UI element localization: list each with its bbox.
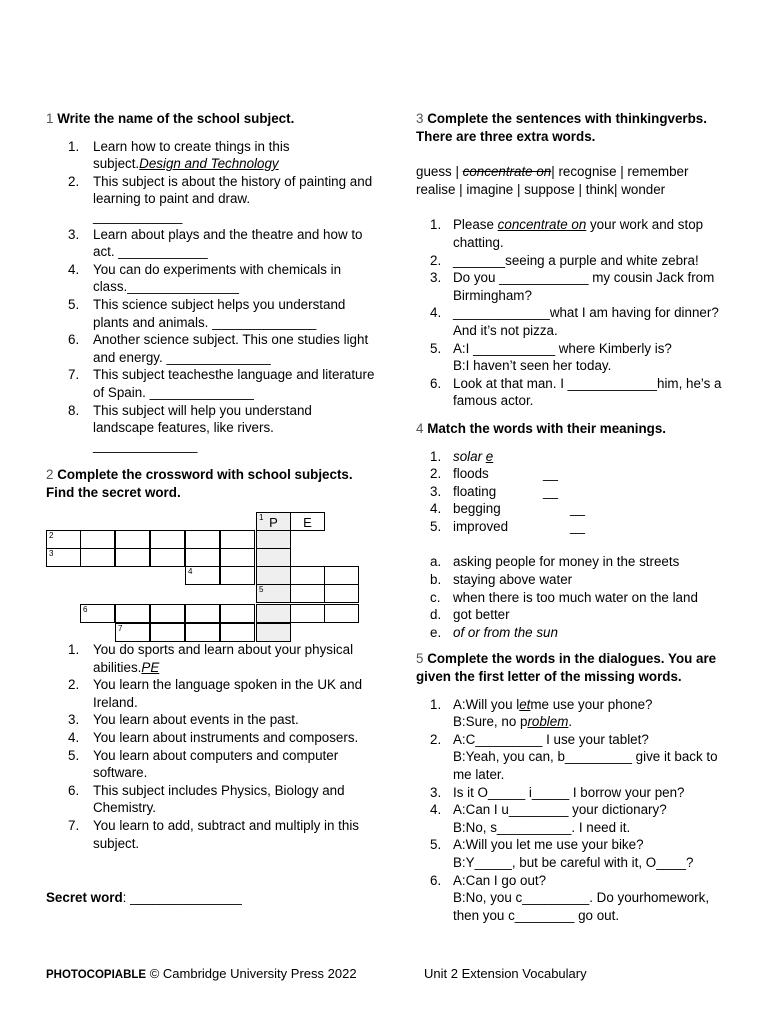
left-column	[46, 110, 376, 501]
list-item: 4. You learn about instruments and composers.	[68, 729, 359, 745]
crossword-cell[interactable]	[185, 604, 220, 623]
list-item: 2. _______seeing a purple and white zebra!	[430, 252, 699, 268]
crossword-cell[interactable]	[220, 566, 255, 585]
crossword-cell[interactable]	[220, 548, 255, 567]
crossword-cell[interactable]	[185, 623, 220, 642]
list-item: 5. A:I ___________ where Kimberly is? B:I haven’t seen her today.	[430, 340, 672, 374]
list-item: 3. floating __	[430, 483, 558, 499]
list-item: b. staying above water	[430, 572, 573, 588]
secret-word-line: Secret word: _______________	[46, 890, 242, 906]
list-item: 2. floods __	[430, 466, 558, 482]
list-item: 1. A:Will you letme use your phone? B:Sure, no problem.	[430, 696, 653, 730]
section-5-list	[416, 696, 736, 925]
list-item: 4. begging __	[430, 501, 585, 517]
crossword-cell[interactable]	[256, 604, 291, 623]
crossword-cell[interactable]	[115, 548, 150, 567]
crossword-grid	[46, 512, 366, 644]
crossword-cell[interactable]: 1 P	[256, 512, 291, 531]
section-4-meanings	[416, 553, 736, 641]
list-item: 5. This science subject helps you understand plants and animals. ______________	[68, 296, 346, 330]
list-item: 3. Do you ____________ my cousin Jack from Birmingham?	[430, 270, 715, 303]
crossword-cell[interactable]: E	[290, 512, 325, 531]
right-column	[416, 110, 736, 924]
list-item: 1. Learn how to create things in this subject.Design and Technology	[68, 138, 290, 172]
photocopiable-label: PHOTOCOPIABLE	[46, 969, 147, 981]
crossword-cell[interactable]	[324, 604, 359, 623]
crossword-cell[interactable]	[80, 530, 115, 549]
crossword-cell[interactable]	[115, 604, 150, 623]
crossword-cell[interactable]	[185, 548, 220, 567]
list-item: 2. You learn the language spoken in the UK and Ireland.	[68, 677, 363, 710]
list-item: 6. Another science subject. This one studies light and energy. ______________	[68, 332, 369, 365]
list-item: 3. Is it O_____ i_____ I borrow your pen?	[430, 784, 685, 800]
list-item: 7. This subject teachesthe language and literature of Spain. ______________	[68, 367, 375, 400]
crossword-cell[interactable]: 7	[115, 623, 150, 642]
crossword-cell[interactable]	[150, 548, 185, 567]
list-item: a. asking people for money in the streets	[430, 554, 680, 570]
section-3-heading: 3 Complete the sentences with thinkingverbs. There are three extra words.	[416, 111, 707, 144]
list-item: 3. You learn about events in the past.	[68, 712, 299, 728]
crossword-cell[interactable]	[324, 566, 359, 585]
crossword-cell[interactable]: 6	[80, 604, 115, 623]
list-item: e. of or from the sun	[430, 624, 558, 640]
list-item: 3. Learn about plays and the theatre and how to act. ____________	[68, 226, 363, 260]
crossword-clues	[46, 641, 376, 907]
crossword-cell[interactable]	[115, 530, 150, 549]
crossword-cell[interactable]	[150, 604, 185, 623]
page-footer	[46, 965, 746, 985]
crossword-cell[interactable]	[256, 623, 291, 642]
list-item: 6. A:Can I go out? B:No, you c_________. Do yourhomework, then you c________ go out.	[430, 872, 710, 923]
list-item: 6. Look at that man. I ____________him, he’s a famous actor.	[430, 375, 722, 409]
list-item: 5. A:Will you let me use your bike? B:Y_____, but be careful with it, O____?	[430, 837, 694, 870]
clue-list	[46, 641, 376, 852]
unit-label: Unit 2 Extension Vocabulary	[424, 966, 587, 981]
crossword-cell[interactable]	[150, 623, 185, 642]
list-item: 8. This subject will help you understand landscape features, like rivers. ______________	[68, 402, 312, 453]
crossword-cell[interactable]	[256, 530, 291, 549]
list-item: 1. solar e	[430, 448, 494, 464]
list-item: 2. A:C_________ I use your tablet? B:Yeah, you can, b_________ give it back to me later.	[430, 731, 718, 782]
section-4-words	[416, 448, 736, 536]
list-item: c. when there is too much water on the land	[430, 589, 698, 605]
section-1-list	[46, 138, 376, 455]
list-item: 4. A:Can I u________ your dictionary? B:No, s__________. I need it.	[430, 802, 667, 835]
list-item: 5. improved __	[430, 518, 585, 534]
list-item: 7. You learn to add, subtract and multiply in this subject.	[68, 817, 359, 851]
list-item: 5. You learn about computers and computer software.	[68, 747, 339, 781]
crossword-cell[interactable]	[290, 566, 325, 585]
section-2-heading: 2 Complete the crossword with school subjects. Find the secret word.	[46, 467, 353, 500]
copyright-text: © Cambridge University Press 2022	[146, 966, 357, 981]
crossword-cell[interactable]	[220, 530, 255, 549]
crossword-cell[interactable]	[290, 584, 325, 603]
crossword-cell[interactable]	[185, 530, 220, 549]
list-item: d. got better	[430, 607, 510, 623]
section-4-heading: 4 Match the words with their meanings.	[416, 420, 667, 436]
crossword-cell[interactable]	[256, 566, 291, 585]
crossword-cell[interactable]	[220, 623, 255, 642]
crossword-cell[interactable]: 3	[46, 548, 81, 567]
list-item: 4. You can do experiments with chemicals in class._______________	[68, 261, 342, 295]
crossword-cell[interactable]	[150, 530, 185, 549]
list-item: 1. Please concentrate on your work and stop chatting.	[430, 217, 704, 250]
crossword-cell[interactable]: 2	[46, 530, 81, 549]
crossword-cell[interactable]: 4	[185, 566, 220, 585]
list-item: 4. _____________what I am having for dinner? And it’s not pizza.	[430, 305, 719, 338]
section-5-heading: 5 Complete the words in the dialogues. You are given the first letter of the missing words.	[416, 651, 717, 685]
crossword-cell[interactable]	[290, 604, 325, 623]
crossword-cell[interactable]	[80, 548, 115, 567]
crossword-cell[interactable]	[324, 584, 359, 603]
section-1-heading: 1 Write the name of the school subject.	[46, 111, 295, 126]
list-item: 6. This subject includes Physics, Biology and Chemistry.	[68, 782, 345, 816]
crossword-cell[interactable]	[220, 604, 255, 623]
list-item: 2. This subject is about the history of painting and learning to paint and draw. ____________	[68, 173, 373, 224]
crossword-cell[interactable]	[256, 548, 291, 567]
crossword-cell[interactable]: 5	[256, 584, 291, 603]
word-bank: guess | concentrate on| recognise | remember realise | imagine | suppose | think| wonder	[416, 164, 689, 197]
list-item: 1. You do sports and learn about your physical abilities.PE	[68, 642, 354, 675]
section-3-list	[416, 216, 736, 410]
